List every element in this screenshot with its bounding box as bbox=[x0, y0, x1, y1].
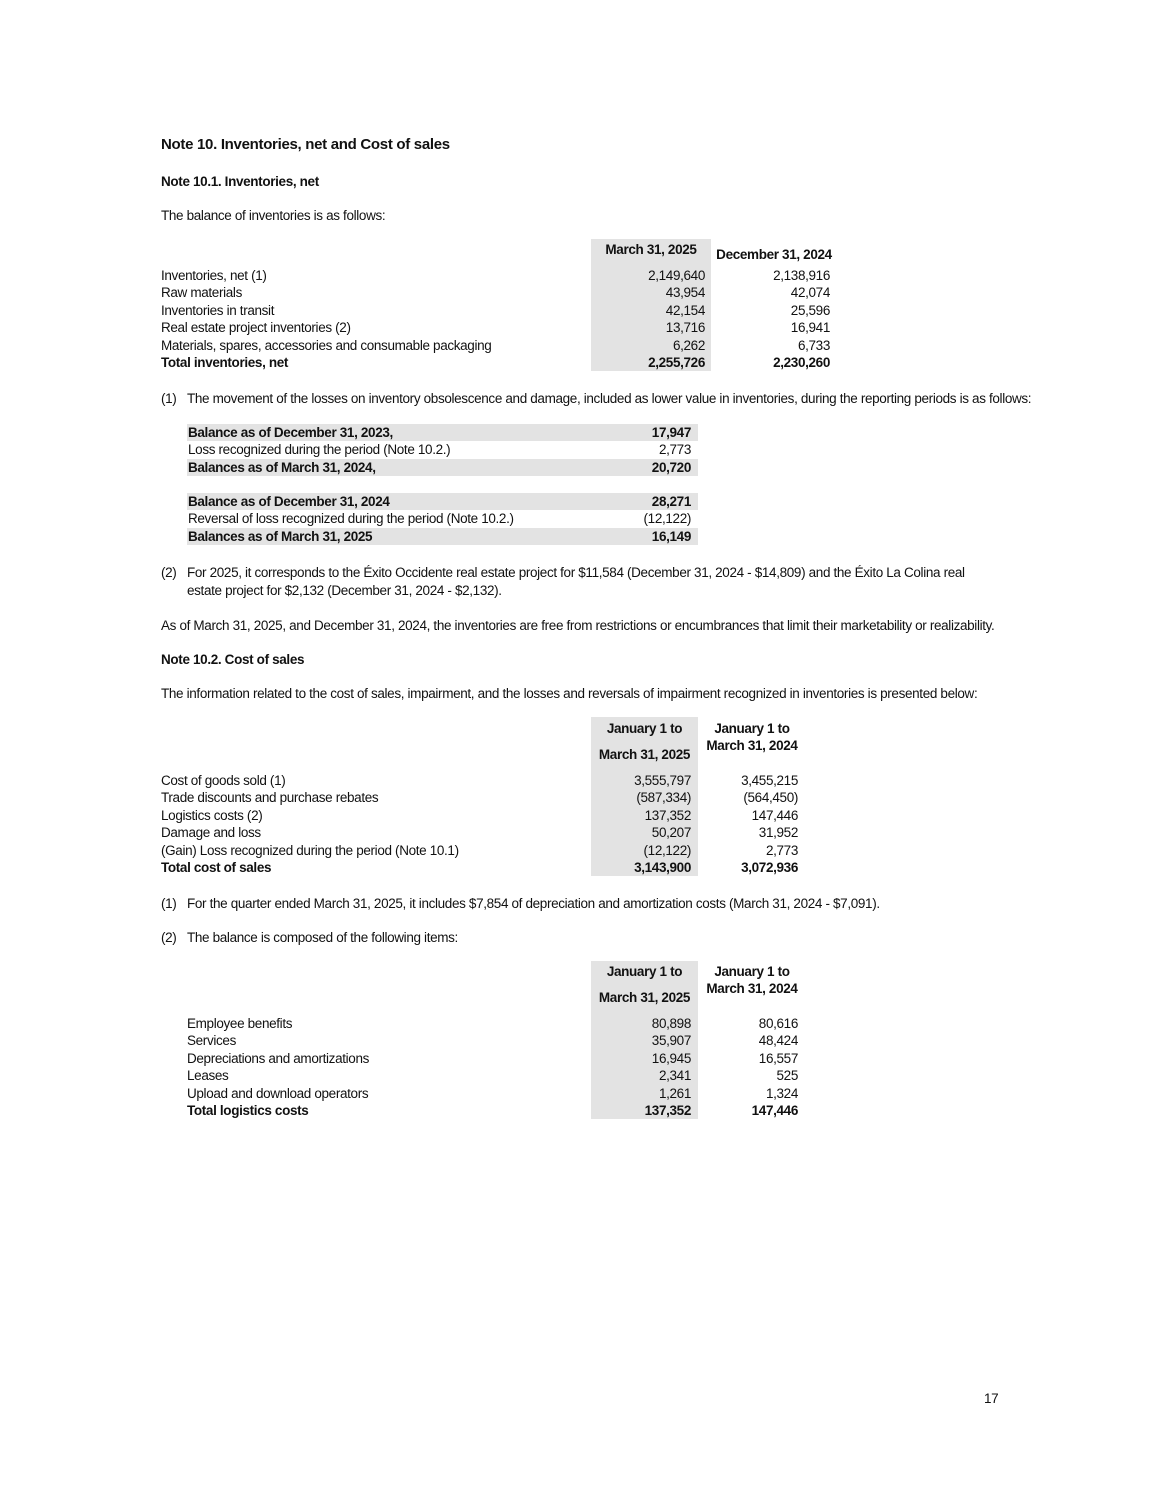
cell-value: 25,596 bbox=[790, 302, 830, 318]
row-label: Upload and download operators bbox=[187, 1085, 369, 1101]
column-header-2024-line1: January 1 to bbox=[714, 964, 790, 979]
cell-value: 3,143,900 bbox=[634, 860, 691, 875]
cell-value: (12,122) bbox=[643, 511, 691, 527]
cell-value: 80,616 bbox=[758, 1016, 798, 1031]
column-header-2025-line1: January 1 to bbox=[606, 721, 683, 736]
row-label: Reversal of loss recognized during the period (Note 10.2.) bbox=[188, 511, 514, 527]
column-header-2025-line2: March 31, 2025 bbox=[598, 747, 691, 762]
inventories-intro: The balance of inventories is as follows: bbox=[161, 208, 386, 223]
footnote-text: The movement of the losses on inventory obsolescence and damage, included as lower value in inventories, during the reporting periods is as follows: bbox=[187, 391, 1032, 406]
cell-value: 3,455,215 bbox=[741, 773, 798, 788]
cell-value: 1,324 bbox=[765, 1085, 798, 1101]
column-header-2024-line2: March 31, 2024 bbox=[706, 981, 798, 996]
cell-value: (564,450) bbox=[743, 790, 798, 806]
row-label: Services bbox=[187, 1033, 236, 1049]
cell-value: 17,947 bbox=[651, 425, 691, 440]
cell-value: 20,720 bbox=[651, 459, 691, 475]
cell-value: 2,773 bbox=[765, 842, 798, 858]
table-row bbox=[161, 842, 811, 859]
row-label: Damage and loss bbox=[161, 825, 261, 841]
footnote-number: (2) bbox=[161, 930, 177, 945]
cell-value: 2,773 bbox=[658, 442, 691, 458]
total-row bbox=[187, 459, 698, 476]
page-number: 17 bbox=[984, 1391, 999, 1406]
row-label: Balances as of March 31, 2024, bbox=[188, 459, 376, 475]
row-label: Trade discounts and purchase rebates bbox=[161, 790, 379, 806]
cell-value: 6,733 bbox=[797, 337, 830, 353]
row-label: Balances as of March 31, 2025 bbox=[188, 528, 373, 544]
cell-value: 137,352 bbox=[644, 807, 691, 823]
cell-value: 80,898 bbox=[651, 1016, 691, 1031]
footnote-text: For 2025, it corresponds to the Éxito Occidente real estate project for $11,584 (December 31, 2024 - $14,809) and the Éxito La Colina real estate project for $2,132 (December 31, 2024 - $2,132). bbox=[187, 565, 965, 598]
table-row bbox=[161, 302, 841, 319]
cell-value: 2,230,260 bbox=[773, 355, 830, 370]
row-label: Balance as of December 31, 2023, bbox=[188, 425, 393, 440]
row-label: Cost of goods sold (1) bbox=[161, 773, 286, 788]
total-row bbox=[187, 528, 698, 545]
row-label: (Gain) Loss recognized during the period (Note 10.1) bbox=[161, 842, 459, 858]
row-label: Depreciations and amortizations bbox=[187, 1050, 369, 1066]
cell-value: 42,074 bbox=[790, 285, 830, 301]
cell-value: 3,555,797 bbox=[634, 773, 691, 788]
cell-value: 31,952 bbox=[758, 825, 798, 841]
column-header-march-2025: March 31, 2025 bbox=[605, 242, 697, 257]
cell-value: 6,262 bbox=[672, 337, 705, 353]
row-label: Loss recognized during the period (Note 10.2.) bbox=[188, 442, 451, 458]
row-label: Inventories in transit bbox=[161, 302, 275, 318]
cell-value: 28,271 bbox=[651, 494, 691, 509]
page-title: Note 10. Inventories, net and Cost of sales bbox=[161, 136, 450, 153]
table-row bbox=[161, 789, 811, 806]
cell-value: 42,154 bbox=[665, 302, 705, 318]
column-header-2024-line2: March 31, 2024 bbox=[706, 738, 798, 753]
cost-of-sales-intro: The information related to the cost of sales, impairment, and the losses and reversals of impairment recognized in inventories is presented below: bbox=[161, 686, 978, 701]
cell-value: (587,334) bbox=[636, 790, 691, 806]
cell-value: 50,207 bbox=[651, 825, 691, 841]
footnote-number: (1) bbox=[161, 896, 177, 911]
column-header-december-2024: December 31, 2024 bbox=[716, 247, 832, 262]
table-row bbox=[187, 1050, 807, 1067]
table-row bbox=[187, 1067, 807, 1084]
table-row bbox=[187, 1085, 807, 1102]
restrictions-text: As of March 31, 2025, and December 31, 2024, the inventories are free from restrictions or encumbrances that limit their marketability or realizability. bbox=[161, 618, 995, 633]
column-header-2025-line1: January 1 to bbox=[606, 964, 683, 979]
cell-value: 2,149,640 bbox=[648, 268, 705, 283]
table-row bbox=[187, 510, 698, 527]
table-row bbox=[161, 284, 841, 301]
cell-value: 13,716 bbox=[665, 320, 705, 336]
row-label: Balance as of December 31, 2024 bbox=[188, 494, 390, 509]
table-row bbox=[161, 337, 841, 354]
row-label: Inventories, net (1) bbox=[161, 268, 267, 283]
table-row bbox=[187, 1032, 807, 1049]
cell-value: 2,341 bbox=[658, 1068, 691, 1084]
table-row bbox=[161, 772, 811, 789]
section-heading-10-1: Note 10.1. Inventories, net bbox=[161, 174, 319, 189]
cell-value: 2,255,726 bbox=[648, 355, 705, 370]
cell-value: 3,072,936 bbox=[741, 860, 798, 875]
row-label: Leases bbox=[187, 1068, 229, 1084]
cell-value: 16,941 bbox=[790, 320, 830, 336]
table-row bbox=[161, 824, 811, 841]
total-row bbox=[161, 354, 841, 371]
footnote-number: (2) bbox=[161, 565, 177, 580]
total-row bbox=[187, 1102, 807, 1119]
table-row bbox=[161, 807, 811, 824]
table-row bbox=[187, 441, 698, 458]
footnote-text: The balance is composed of the following items: bbox=[187, 930, 458, 945]
total-row bbox=[161, 859, 811, 876]
table-row bbox=[161, 267, 841, 284]
section-heading-10-2: Note 10.2. Cost of sales bbox=[161, 652, 305, 667]
total-row bbox=[187, 493, 698, 510]
row-label: Total inventories, net bbox=[161, 355, 289, 370]
row-label: Total logistics costs bbox=[187, 1103, 309, 1118]
row-label: Real estate project inventories (2) bbox=[161, 320, 351, 336]
cell-value: 16,149 bbox=[651, 528, 691, 544]
row-label: Total cost of sales bbox=[161, 860, 272, 875]
cell-value: 43,954 bbox=[665, 285, 705, 301]
column-header-2025-line2: March 31, 2025 bbox=[598, 990, 691, 1005]
cell-value: 525 bbox=[776, 1068, 798, 1084]
cell-value: 137,352 bbox=[644, 1103, 691, 1118]
row-label: Employee benefits bbox=[187, 1016, 293, 1031]
cell-value: 35,907 bbox=[651, 1033, 691, 1049]
cell-value: 48,424 bbox=[758, 1033, 798, 1049]
column-header-2024-line1: January 1 to bbox=[714, 721, 790, 736]
cell-value: 1,261 bbox=[658, 1085, 691, 1101]
cell-value: 16,557 bbox=[758, 1050, 798, 1066]
footnote-text: For the quarter ended March 31, 2025, it includes $7,854 of depreciation and amortization costs (March 31, 2024 - $7,091). bbox=[187, 896, 880, 911]
footnote-number: (1) bbox=[161, 391, 177, 406]
row-label: Raw materials bbox=[161, 285, 242, 301]
cell-value: 147,446 bbox=[751, 807, 798, 823]
total-row bbox=[187, 424, 698, 441]
cell-value: 16,945 bbox=[651, 1050, 691, 1066]
cell-value: 2,138,916 bbox=[773, 268, 830, 283]
table-row bbox=[161, 319, 841, 336]
row-label: Logistics costs (2) bbox=[161, 807, 263, 823]
row-label: Materials, spares, accessories and consumable packaging bbox=[161, 337, 492, 353]
cell-value: 147,446 bbox=[751, 1103, 798, 1118]
table-row bbox=[187, 1015, 807, 1032]
cell-value: (12,122) bbox=[643, 842, 691, 858]
